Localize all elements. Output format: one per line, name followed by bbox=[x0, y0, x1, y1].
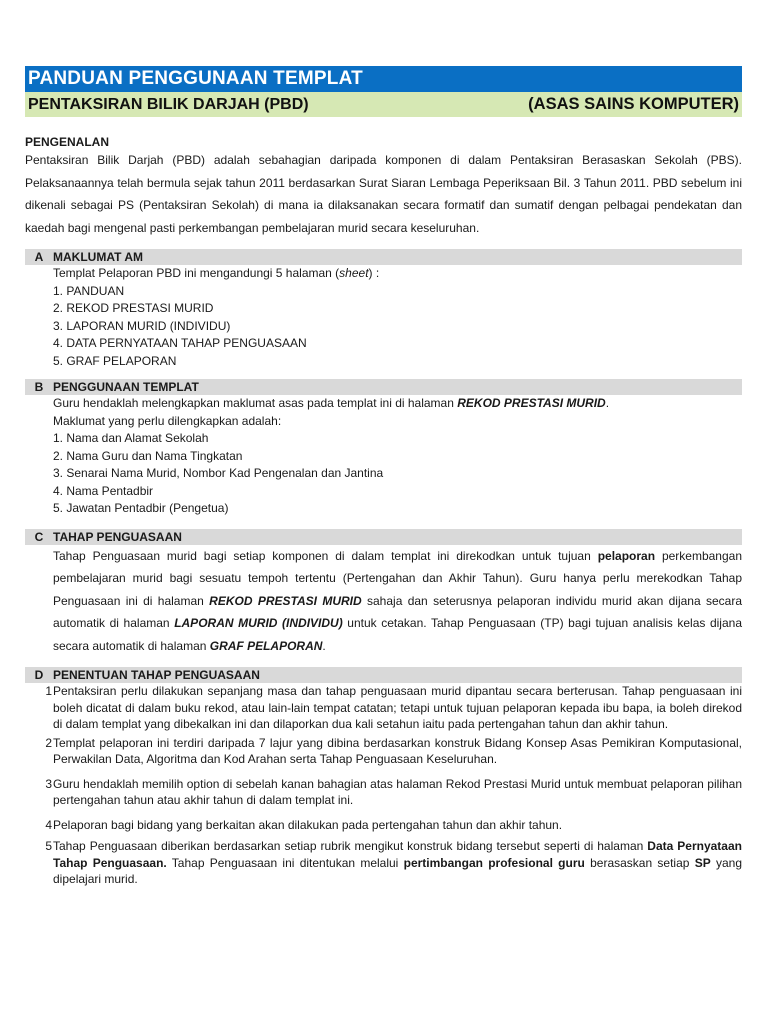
section-c-letter: C bbox=[34, 529, 44, 544]
intro-paragraph: Pentaksiran Bilik Darjah (PBD) adalah sebahagian daripada komponen di dalam Pentaksiran Berasaskan Sekolah (PBS). Pelaksanaannya telah bermula sejak tahun 2011 berdasarkan Surat Siaran Lembaga Peperiksaan Bil. 3 Tahun 2011. PBD sebelum ini dikenali sebagai PS (Pentaksiran Sekolah) di mana ia dilaksanakan secara formatif dan sumatif dengan pelbagai pendekatan dan kaedah bagi mengenal pasti perkembangan pembelajaran murid secara keseluruhan. bbox=[25, 153, 742, 235]
section-b-letter: B bbox=[34, 380, 44, 394]
section-c-header bbox=[25, 529, 742, 545]
item-text: Pentaksiran perlu dilakukan sepanjang masa dan tahap penguasaan murid dipantau secara berterusan. Tahap penguasaan ini boleh dicatat di dalam buku rekod, atau lain-lain tempat catatan; tetapi untuk tujuan pelaporan kepada ibu bapa, ia boleh direkod di dalam templat yang dibekalkan ini dan dilaporkan dua kali setahun iaitu pada pertengahan tahun dan akhir tahun. bbox=[53, 684, 742, 731]
section-c bbox=[25, 529, 742, 658]
section-a-lead: Templat Pelaporan PBD ini mengandungi 5 halaman (sheet) : bbox=[53, 266, 380, 280]
section-b-content bbox=[25, 395, 742, 518]
section-a-letter: A bbox=[34, 250, 44, 264]
section-c-title: TAHAP PENGUASAAN bbox=[53, 529, 182, 544]
section-b-lead: Guru hendaklah melengkapkan maklumat asas pada templat ini di halaman REKOD PRESTASI MURID. bbox=[53, 396, 610, 410]
item-text: Pelaporan bagi bidang yang berkaitan akan dilakukan pada pertengahan tahun dan akhir tahun. bbox=[53, 817, 563, 832]
section-d-letter: D bbox=[34, 668, 44, 682]
numbered-item bbox=[25, 817, 742, 834]
document-title: PANDUAN PENGGUNAAN TEMPLAT bbox=[25, 66, 742, 92]
intro-section bbox=[25, 135, 742, 239]
section-b-header bbox=[25, 379, 742, 395]
section-d-header bbox=[25, 667, 742, 683]
document-page bbox=[25, 66, 742, 888]
list-item: 3. Senarai Nama Murid, Nombor Kad Pengenalan dan Jantina bbox=[53, 466, 384, 480]
list-item: 4. Nama Pentadbir bbox=[53, 483, 154, 498]
item-number: 3 bbox=[45, 776, 52, 791]
list-item: 1. PANDUAN bbox=[53, 283, 125, 298]
item-text: Tahap Penguasaan diberikan berdasarkan setiap rubrik mengikut konstruk bidang tersebut seperti di halaman Data Pernyataan Tahap Penguasaan. Tahap Penguasaan ini ditentukan melalui pertimbangan profesional guru berasaskan setiap SP yang dipelajari murid. bbox=[53, 839, 743, 886]
item-number: 1 bbox=[45, 684, 52, 698]
section-b-title: PENGGUNAAN TEMPLAT bbox=[53, 380, 199, 394]
list-item: 5. GRAF PELAPORAN bbox=[53, 353, 177, 368]
subtitle-bar bbox=[25, 92, 742, 117]
section-c-paragraph: Tahap Penguasaan murid bagi setiap komponen di dalam templat ini direkodkan untuk tujuan pelaporan perkembangan pembelajaran murid bagi sesuatu tempoh tertentu (Pertengahan dan Akhir Tahun). Guru hanya perlu merekodkan Tahap Penguasaan ini di halaman REKOD PRESTASI MURID sahaja dan seterusnya pelaporan individu murid akan dijana secara automatik di halaman LAPORAN MURID (INDIVIDU) untuk cetakan. Tahap Penguasaan (TP) bagi tujuan analisis kelas dijana secara automatik di halaman GRAF PELAPORAN. bbox=[53, 548, 743, 653]
list-item: 5. Jawatan Pentadbir (Pengetua) bbox=[53, 501, 229, 515]
numbered-item bbox=[25, 683, 742, 733]
list-item: 4. DATA PERNYATAAN TAHAP PENGUASAAN bbox=[53, 336, 307, 350]
item-number: 4 bbox=[45, 817, 52, 832]
numbered-item bbox=[25, 776, 742, 809]
list-item: 2. Nama Guru dan Nama Tingkatan bbox=[53, 448, 243, 463]
item-number: 5 bbox=[45, 839, 52, 853]
numbered-item bbox=[25, 838, 742, 888]
item-text: Templat pelaporan ini terdiri daripada 7 lajur yang dibina berdasarkan konstruk Bidang Konsep Asas Pemikiran Komputasional, Perwakilan Data, Algoritma dan Kod Arahan serta Tahap Penguasaan Keseluruhan. bbox=[53, 735, 742, 766]
section-a-title: MAKLUMAT AM bbox=[53, 250, 143, 264]
section-d-title: PENENTUAN TAHAP PENGUASAAN bbox=[53, 668, 260, 682]
intro-heading: PENGENALAN bbox=[25, 135, 110, 149]
section-a-content bbox=[25, 265, 742, 370]
item-number: 2 bbox=[45, 735, 52, 750]
section-a bbox=[25, 249, 742, 370]
list-item: 3. LAPORAN MURID (INDIVIDU) bbox=[53, 318, 231, 333]
subtitle-right: (ASAS SAINS KOMPUTER) bbox=[528, 95, 739, 113]
list-item: 2. REKOD PRESTASI MURID bbox=[53, 301, 214, 315]
section-b bbox=[25, 379, 742, 518]
item-text: Guru hendaklah memilih option di sebelah kanan bahagian atas halaman Rekod Prestasi Murid untuk membuat pelaporan pilihan pertengahan tahun atau akhir tahun di dalam templat ini. bbox=[53, 776, 742, 807]
section-a-header bbox=[25, 249, 742, 265]
subtitle-left: PENTAKSIRAN BILIK DARJAH (PBD) bbox=[28, 96, 309, 113]
section-b-lead-2: Maklumat yang perlu dilengkapkan adalah: bbox=[53, 413, 282, 428]
numbered-item bbox=[25, 735, 742, 768]
list-item: 1. Nama dan Alamat Sekolah bbox=[53, 431, 209, 445]
section-d bbox=[25, 667, 742, 888]
